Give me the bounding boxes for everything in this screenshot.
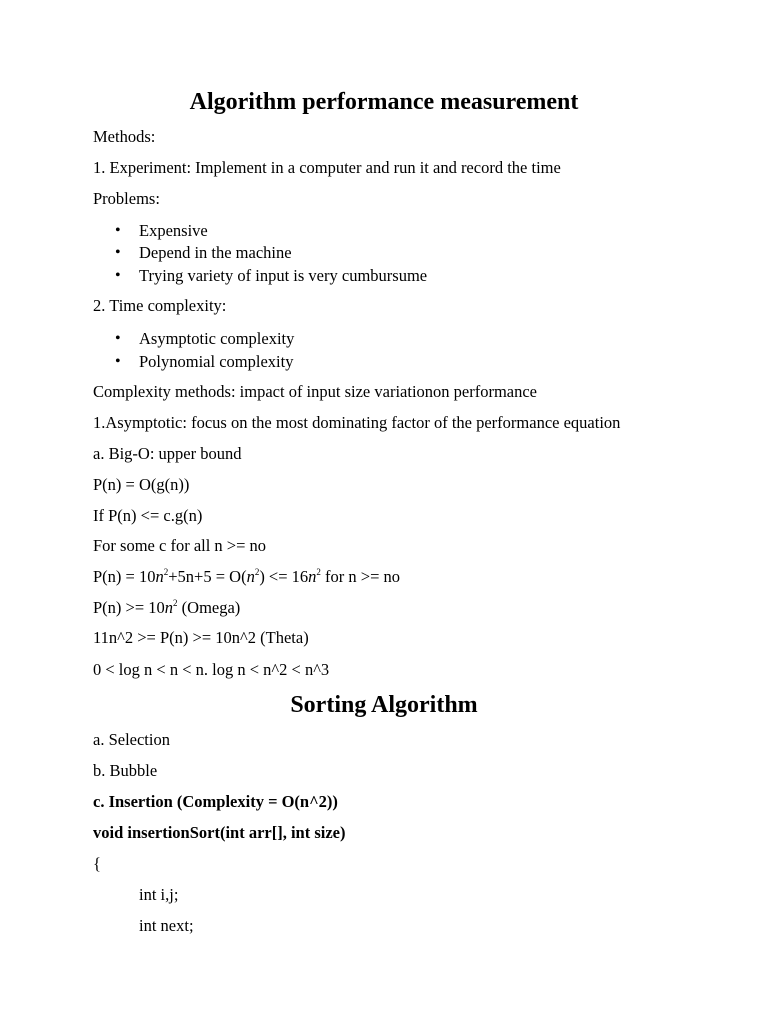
experiment-line: 1. Experiment: Implement in a computer and run it and record the time xyxy=(93,158,561,177)
pn-equation: P(n) = O(g(n)) xyxy=(93,475,190,494)
bubble-line: b. Bubble xyxy=(93,761,158,780)
list-item: • Trying variety of input is very cumbursume xyxy=(139,266,427,286)
complexity-methods-line: Complexity methods: impact of input size variationon performance xyxy=(93,382,538,401)
big-o-line: a. Big-O: upper bound xyxy=(93,444,242,463)
section-title: Sorting Algorithm xyxy=(290,692,478,718)
list-item: • Asymptotic complexity xyxy=(139,329,294,349)
if-condition-line: If P(n) <= c.g(n) xyxy=(93,506,203,525)
page-title: Algorithm performance measurement xyxy=(189,89,579,115)
time-complexity-heading: 2. Time complexity: xyxy=(93,296,227,315)
methods-label: Methods: xyxy=(93,127,156,146)
list-item: • Depend in the machine xyxy=(139,243,292,263)
order-line: 0 < log n < n < n. log n < n^2 < n^3 xyxy=(93,660,330,679)
selection-line: a. Selection xyxy=(93,730,170,749)
problems-label: Problems: xyxy=(93,189,160,208)
insertion-line: c. Insertion (Complexity = O(n^2)) xyxy=(93,792,338,811)
for-some-line: For some c for all n >= no xyxy=(93,536,267,555)
function-signature: void insertionSort(int arr[], int size) xyxy=(93,823,346,842)
omega-line: $P(n) >= 10n^2$ (Omega) xyxy=(93,598,241,617)
code-declaration: int next; xyxy=(139,916,194,935)
open-brace: { xyxy=(93,854,101,873)
list-item: • Expensive xyxy=(139,221,208,241)
example-equation: $P(n) = 10n^2+5n+5 = O(n^2) <= 16n^2$ for n >= no xyxy=(93,567,401,586)
list-item: • Polynomial complexity xyxy=(139,352,293,372)
theta-line: 11n^2 >= P(n) >= 10n^2 (Theta) xyxy=(93,628,309,647)
asymptotic-line: 1.Asymptotic: focus on the most dominating factor of the performance equation xyxy=(93,413,621,432)
code-declaration: int i,j; xyxy=(139,885,179,904)
